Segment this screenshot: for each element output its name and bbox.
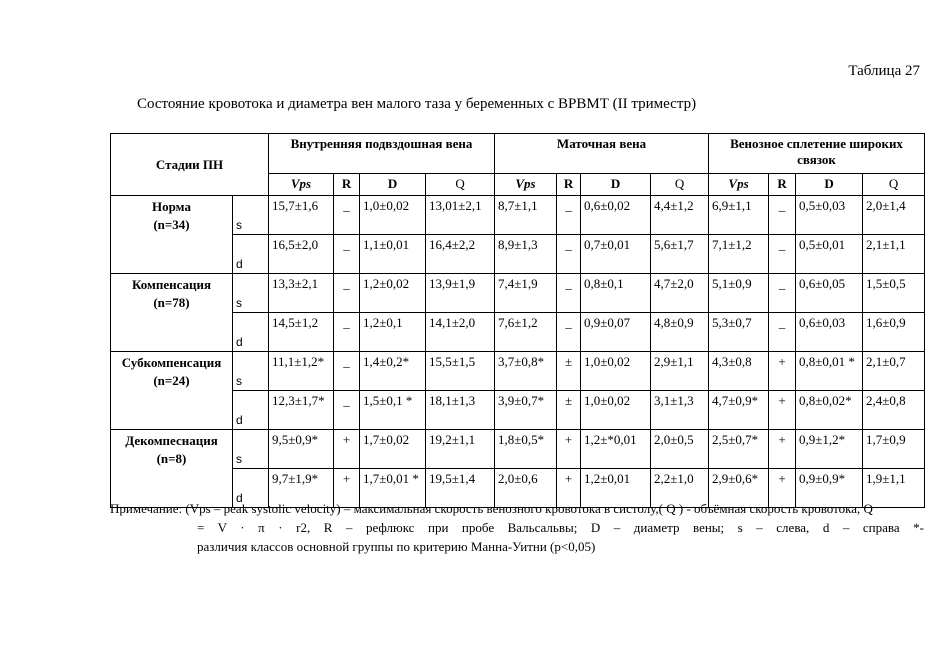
side-label: s <box>233 274 269 313</box>
value-cell: 8,9±1,3 <box>495 235 557 274</box>
value-cell: 15,5±1,5 <box>426 352 495 391</box>
value-cell: 3,7±0,8* <box>495 352 557 391</box>
subheader-vps: Vps <box>709 174 769 196</box>
value-cell: 0,8±0,01 * <box>796 352 863 391</box>
value-cell: _ <box>557 196 581 235</box>
value-cell: 1,5±0,5 <box>863 274 925 313</box>
value-cell: + <box>769 430 796 469</box>
value-cell: _ <box>557 274 581 313</box>
subheader-d: D <box>796 174 863 196</box>
value-cell: 3,9±0,7* <box>495 391 557 430</box>
value-cell: 5,1±0,9 <box>709 274 769 313</box>
value-cell: ± <box>557 391 581 430</box>
subheader-q: Q <box>651 174 709 196</box>
value-cell: 7,4±1,9 <box>495 274 557 313</box>
value-cell: 15,7±1,6 <box>269 196 334 235</box>
value-cell: 1,0±0,02 <box>360 196 426 235</box>
value-cell: 18,1±1,3 <box>426 391 495 430</box>
side-label: d <box>233 313 269 352</box>
subheader-d: D <box>360 174 426 196</box>
stage-column-header: Стадии ПН <box>111 134 269 196</box>
side-label: d <box>233 235 269 274</box>
value-cell: 4,8±0,9 <box>651 313 709 352</box>
value-cell: 0,9±0,07 <box>581 313 651 352</box>
note-line-3: различия классов основной группы по критерию Манна-Уитни (p<0,05) <box>197 539 596 554</box>
value-cell: 4,7±2,0 <box>651 274 709 313</box>
group-header-uterine: Маточная вена <box>495 134 709 174</box>
value-cell: 0,7±0,01 <box>581 235 651 274</box>
value-cell: 4,7±0,9* <box>709 391 769 430</box>
group-header-iliac: Внутренняя подвздошная вена <box>269 134 495 174</box>
value-cell: _ <box>769 196 796 235</box>
value-cell: 3,1±1,3 <box>651 391 709 430</box>
value-cell: + <box>334 430 360 469</box>
table-label: Таблица 27 <box>848 63 920 79</box>
value-cell: _ <box>769 235 796 274</box>
value-cell: 16,5±2,0 <box>269 235 334 274</box>
value-cell: 1,2±0,1 <box>360 313 426 352</box>
value-cell: 1,6±0,9 <box>863 313 925 352</box>
value-cell: 2,0±0,5 <box>651 430 709 469</box>
value-cell: 4,3±0,8 <box>709 352 769 391</box>
stage-count: (n=8) <box>156 451 187 466</box>
value-cell: 11,1±1,2* <box>269 352 334 391</box>
value-cell: _ <box>334 235 360 274</box>
value-cell: 0,9±1,2* <box>796 430 863 469</box>
value-cell: 1,4±0,2* <box>360 352 426 391</box>
value-cell: 0,5±0,01 <box>796 235 863 274</box>
value-cell: + <box>557 469 581 508</box>
value-cell: ± <box>557 352 581 391</box>
table-row <box>111 313 925 352</box>
stage-count: (n=24) <box>153 373 190 388</box>
value-cell: 0,6±0,02 <box>581 196 651 235</box>
value-cell: 14,1±2,0 <box>426 313 495 352</box>
side-label: s <box>233 352 269 391</box>
value-cell: _ <box>769 274 796 313</box>
value-cell: + <box>769 352 796 391</box>
value-cell: 7,6±1,2 <box>495 313 557 352</box>
value-cell: 2,9±0,6* <box>709 469 769 508</box>
value-cell: _ <box>334 352 360 391</box>
value-cell: 0,9±0,9* <box>796 469 863 508</box>
value-cell: 2,1±1,1 <box>863 235 925 274</box>
table-row <box>111 430 925 469</box>
value-cell: 4,4±1,2 <box>651 196 709 235</box>
stage-name: Декомпеснация <box>125 433 218 448</box>
side-label: s <box>233 430 269 469</box>
side-label: d <box>233 391 269 430</box>
value-cell: 2,2±1,0 <box>651 469 709 508</box>
stage-cell <box>111 196 233 274</box>
stage-cell <box>111 430 233 508</box>
value-cell: + <box>334 469 360 508</box>
value-cell: 5,3±0,7 <box>709 313 769 352</box>
value-cell: 8,7±1,1 <box>495 196 557 235</box>
value-cell: 5,6±1,7 <box>651 235 709 274</box>
value-cell: 13,9±1,9 <box>426 274 495 313</box>
value-cell: 14,5±1,2 <box>269 313 334 352</box>
group-header-plexus: Венозное сплетение широких связок <box>709 134 925 174</box>
value-cell: 9,7±1,9* <box>269 469 334 508</box>
side-label: d <box>233 469 269 508</box>
value-cell: 1,2±*0,01 <box>581 430 651 469</box>
value-cell: 13,3±2,1 <box>269 274 334 313</box>
value-cell: 1,5±0,1 * <box>360 391 426 430</box>
value-cell: 2,1±0,7 <box>863 352 925 391</box>
value-cell: 2,4±0,8 <box>863 391 925 430</box>
note-line-1: Примечание: (Vps – peak systolic velocity) – максимальная скорость венозного кровотока в систолу,( Q ) - объёмная скорость кровотока, Q <box>110 501 873 516</box>
value-cell: 19,5±1,4 <box>426 469 495 508</box>
value-cell: + <box>557 430 581 469</box>
value-cell: _ <box>557 235 581 274</box>
table-row <box>111 196 925 235</box>
subheader-vps: Vps <box>495 174 557 196</box>
value-cell: _ <box>769 313 796 352</box>
value-cell: + <box>769 391 796 430</box>
table-row <box>111 352 925 391</box>
table-row <box>111 235 925 274</box>
value-cell: 1,1±0,01 <box>360 235 426 274</box>
value-cell: 9,5±0,9* <box>269 430 334 469</box>
subheader-r: R <box>769 174 796 196</box>
table-note <box>110 499 924 556</box>
value-cell: 0,6±0,03 <box>796 313 863 352</box>
value-cell: 19,2±1,1 <box>426 430 495 469</box>
value-cell: _ <box>334 313 360 352</box>
stage-count: (n=34) <box>153 217 190 232</box>
value-cell: 6,9±1,1 <box>709 196 769 235</box>
value-cell: 0,6±0,05 <box>796 274 863 313</box>
table-caption: Состояние кровотока и диаметра вен малого таза у беременных с ВРВМТ (II триместр) <box>137 96 697 112</box>
value-cell: 1,0±0,02 <box>581 391 651 430</box>
stage-name: Компенсация <box>131 277 212 292</box>
value-cell: 1,9±1,1 <box>863 469 925 508</box>
value-cell: _ <box>334 196 360 235</box>
note-line-2: = V · π · r2, R – рефлюкс при пробе Вальсальвы; D – диаметр вены; s – слева, d – справа *- <box>197 520 924 535</box>
value-cell: 0,8±0,1 <box>581 274 651 313</box>
value-cell: 1,2±0,02 <box>360 274 426 313</box>
subheader-r: R <box>334 174 360 196</box>
value-cell: 12,3±1,7* <box>269 391 334 430</box>
value-cell: _ <box>557 313 581 352</box>
subheader-q: Q <box>863 174 925 196</box>
stage-name: Субкомпенсация <box>121 355 222 370</box>
side-label: s <box>233 196 269 235</box>
subheader-vps: Vps <box>269 174 334 196</box>
value-cell: 1,7±0,02 <box>360 430 426 469</box>
value-cell: _ <box>334 274 360 313</box>
value-cell: 1,2±0,01 <box>581 469 651 508</box>
value-cell: 0,8±0,02* <box>796 391 863 430</box>
value-cell: 16,4±2,2 <box>426 235 495 274</box>
stage-cell <box>111 352 233 430</box>
subheader-r: R <box>557 174 581 196</box>
value-cell: 2,0±0,6 <box>495 469 557 508</box>
value-cell: + <box>769 469 796 508</box>
table-row <box>111 274 925 313</box>
data-table <box>110 133 925 508</box>
value-cell: 1,8±0,5* <box>495 430 557 469</box>
stage-cell <box>111 274 233 352</box>
value-cell: 2,0±1,4 <box>863 196 925 235</box>
subheader-d: D <box>581 174 651 196</box>
value-cell: 1,0±0,02 <box>581 352 651 391</box>
stage-count: (n=78) <box>153 295 190 310</box>
value-cell: 2,9±1,1 <box>651 352 709 391</box>
value-cell: 2,5±0,7* <box>709 430 769 469</box>
value-cell: _ <box>334 391 360 430</box>
subheader-q: Q <box>426 174 495 196</box>
value-cell: 0,5±0,03 <box>796 196 863 235</box>
value-cell: 7,1±1,2 <box>709 235 769 274</box>
table-row <box>111 391 925 430</box>
value-cell: 13,01±2,1 <box>426 196 495 235</box>
value-cell: 1,7±0,01 * <box>360 469 426 508</box>
stage-name: Норма <box>152 199 191 214</box>
value-cell: 1,7±0,9 <box>863 430 925 469</box>
